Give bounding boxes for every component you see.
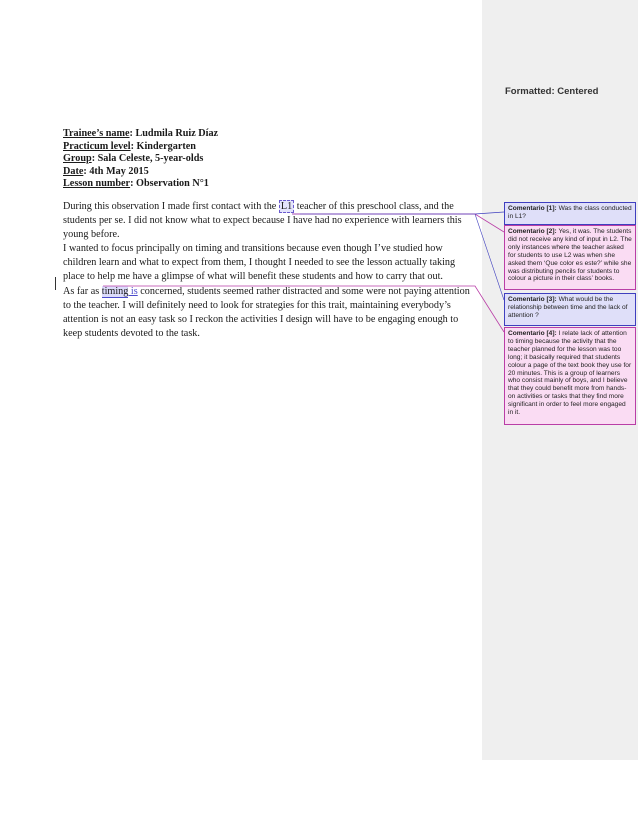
observation-body[interactable] [63,200,475,341]
paragraph-3 [63,285,475,341]
group-row [63,153,218,166]
comment-1-text: Was the class conducted in L1? [508,205,632,220]
comment-1[interactable] [504,202,636,225]
formatting-note: Formatted: Centered [505,86,599,97]
comment-2[interactable] [504,225,636,290]
trainee-name-value: : Ludmila Ruiz Díaz [129,128,219,139]
practicum-level-row [63,141,218,154]
text-cursor [55,277,56,290]
date-label: Date [63,165,84,177]
practicum-level-label: Practicum level [63,140,131,152]
date-value: : 4th May 2015 [83,165,149,177]
practicum-level-value: : Kindergarten [130,140,196,152]
paragraph-1-text-a: During this observation I made first contact with the [63,201,279,212]
group-label: Group [63,153,92,165]
paragraph-1-text-b: teacher of this preschool class, and the students per se. I did not know what to expect because I have had no experience with learners this young before. [63,201,462,241]
inserted-text[interactable]: is [128,285,138,297]
trainee-name-label: Trainee’s name [63,128,130,139]
paragraph-3-text-b: concerned, students seemed rather distracted and some were not paying attention to the teacher. I will definitely need to look for strategies for this trait, maintaining everybody’s attention is not an easy task so I reckon the activities I design will have to be engaging enough to keep students devoted to the task. [63,285,470,339]
comment-2-label: Comentario [2]: [508,228,557,235]
comment-4[interactable] [504,327,636,425]
lesson-number-value: : Observation N°1 [130,178,209,190]
trainee-name-row [63,128,218,141]
comment-1-anchor[interactable]: L1 [280,201,293,212]
group-value: : Sala Celeste, 5-year-olds [91,153,204,165]
lesson-number-row [63,178,218,191]
paragraph-1 [63,200,475,242]
comment-4-anchor[interactable]: timing [101,285,129,297]
comment-1-label: Comentario [1]: [508,205,557,212]
paragraph-2: I wanted to focus principally on timing and transitions because even though I’ve studied how children learn and what to expect from them, I thought I needed to see the lesson actually taking place to help me have a glimpse of what will benefit these students and how to carry that out. [63,243,456,283]
comment-3[interactable] [504,293,636,326]
comment-3-label: Comentario [3]: [508,296,557,303]
comment-2-text: Yes, it was. The students did not receive any kind of input in L2. The only instances where the teacher asked for students to use L2 was when she asked them ‘Que color es este?’ while she was distributing pencils for students to colour a picture in their class’ books. [508,228,632,283]
date-row [63,166,218,179]
lesson-header [63,128,218,191]
paragraph-3-text-a: As far as [63,285,102,297]
comment-4-text: I relate lack of attention to timing because the activity that the teacher planned for the lesson was too long; it basically required that students colour a page of the text book they use for 20 minutes. This is a group of learners who consist mainly of boys, and I believe that they could benefit more from hands-on activities or tasks that they find more significant in order to feel more engaged in it. [508,330,632,417]
lesson-number-label: Lesson number [63,178,131,190]
comment-4-label: Comentario [4]: [508,330,557,337]
comment-3-text: What would be the relationship between time and the lack of attention ? [508,296,628,319]
